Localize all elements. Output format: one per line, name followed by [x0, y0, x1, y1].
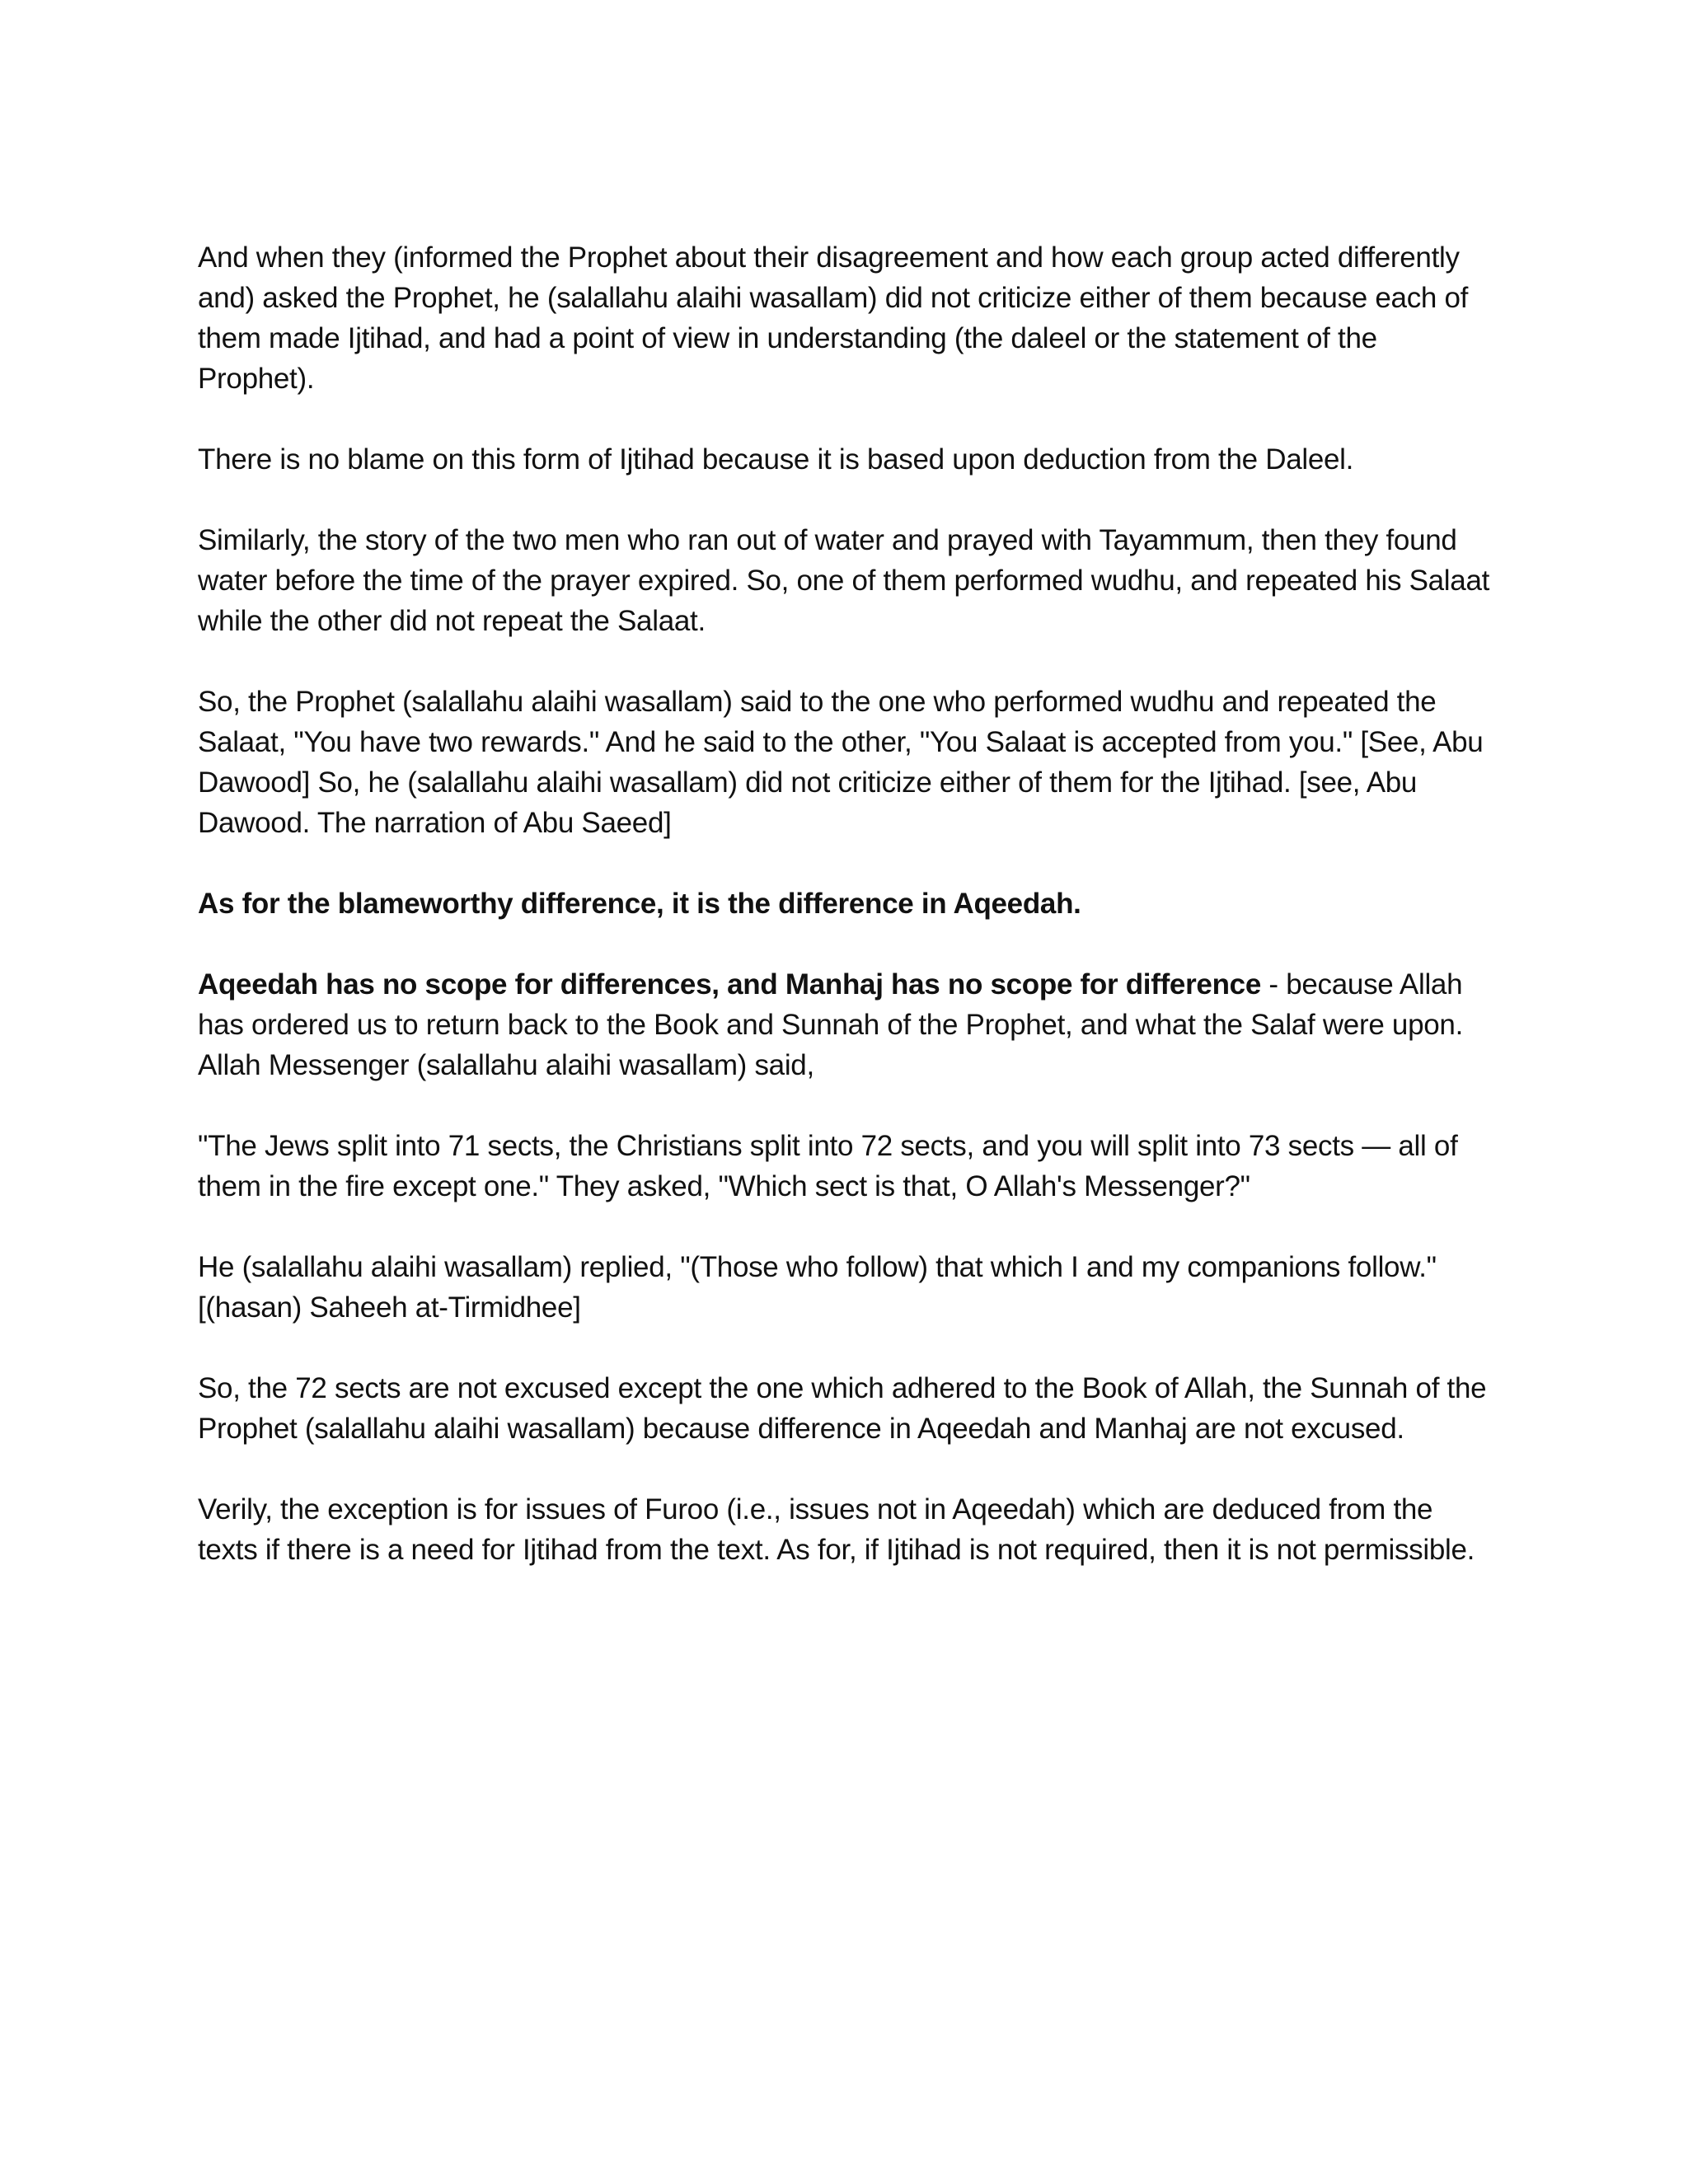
paragraph-furoo-exception: Verily, the exception is for issues of Furoo (i.e., issues not in Aqeedah) which are deduced from the texts if there is a need for Ijtihad from the text. As for, if Ijtihad is not required, then it is not permissible.	[198, 1493, 1475, 1566]
paragraph-blameworthy-difference: As for the blameworthy difference, it is the difference in Aqeedah.	[198, 888, 1081, 920]
document-body	[198, 237, 1500, 1570]
paragraph-prophet-reply: He (salallahu alaihi wasallam) replied, "(Those who follow) that which I and my companions follow." [(hasan) Saheeh at-Tirmidhee]	[198, 1251, 1437, 1324]
aqeedah-manhaj-heading: Aqeedah has no scope for differences, and Manhaj has no scope for difference	[198, 968, 1261, 1001]
paragraph-prophet-disagreement: And when they (informed the Prophet about their disagreement and how each group acted differently and) asked the Prophet, he (salallahu alaihi wasallam) did not criticize either of them because each of them made Ijtihad, and had a point of view in understanding (the daleel or the statement of the Prophet).	[198, 241, 1469, 395]
aqeedah-manhaj-text: - because Allah has ordered us to return back to the Book and Sunnah of the Prophet, and what the Salaf were upon. Allah Messenger (salallahu alaihi wasallam) said,	[198, 968, 1463, 1081]
paragraph-sects-hadith: "The Jews split into 71 sects, the Christians split into 72 sects, and you will split into 73 sects — all of them in the fire except one." They asked, "Which sect is that, O Allah's Messenger?"	[198, 1130, 1458, 1202]
paragraph-two-rewards: So, the Prophet (salallahu alaihi wasallam) said to the one who performed wudhu and repeated the Salaat, "You have two rewards." And he said to the other, "You Salaat is accepted from you." [See, Abu Dawood] So, he (salallahu alaihi wasallam) did not criticize either of them for the Ijtihad. [see, Abu Dawood. The narration of Abu Saeed]	[198, 686, 1484, 839]
paragraph-72-sects: So, the 72 sects are not excused except the one which adhered to the Book of Allah, the Sunnah of the Prophet (salallahu alaihi wasallam) because difference in Aqeedah and Manhaj are not excused.	[198, 1372, 1487, 1445]
paragraph-no-blame-ijtihad: There is no blame on this form of Ijtihad because it is based upon deduction from the Daleel.	[198, 443, 1354, 476]
paragraph-tayammum-story: Similarly, the story of the two men who ran out of water and prayed with Tayammum, then they found water before the time of the prayer expired. So, one of them performed wudhu, and repeated his Salaat while the other did not repeat the Salaat.	[198, 524, 1490, 637]
paragraph-aqeedah-manhaj	[198, 964, 1500, 1085]
